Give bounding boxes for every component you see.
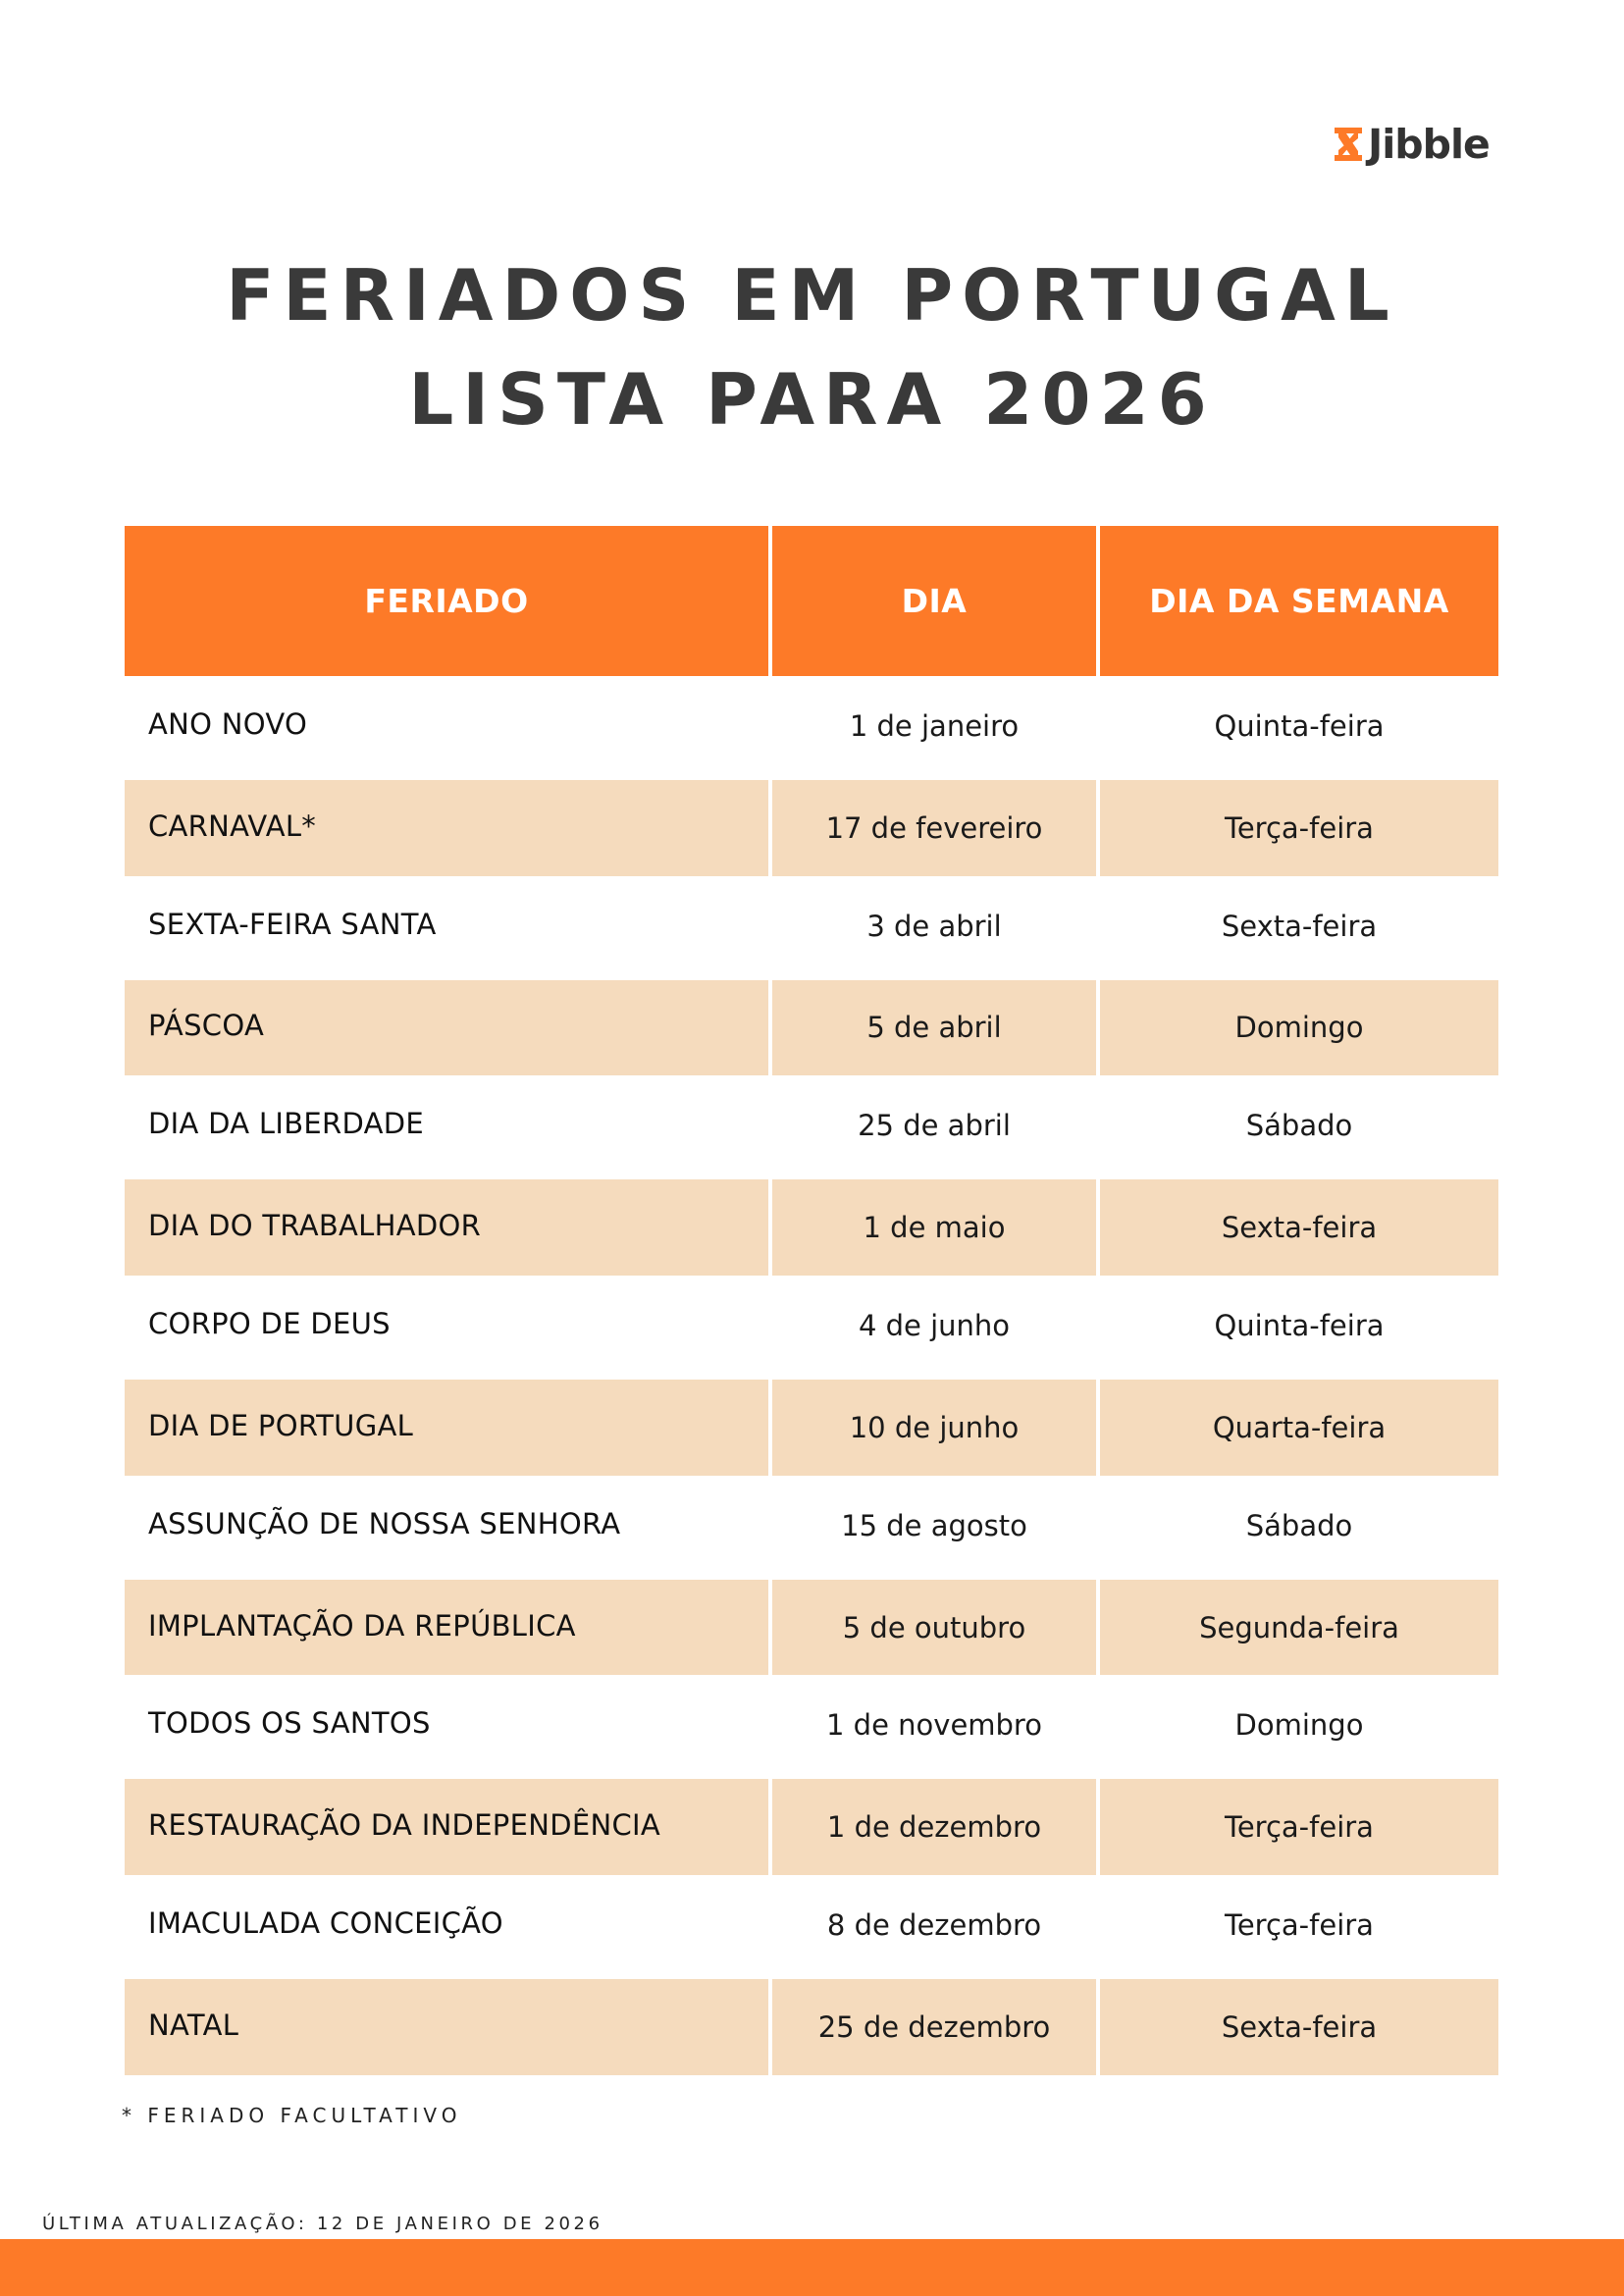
title-line-2: LISTA PARA 2026	[408, 358, 1216, 441]
holiday-name: PÁSCOA	[125, 980, 768, 1076]
holiday-date: 5 de outubro	[772, 1580, 1096, 1676]
holiday-weekday: Quarta-feira	[1100, 1380, 1498, 1476]
holiday-name: IMACULADA CONCEIÇÃO	[148, 1906, 503, 1941]
holiday-weekday: Quinta-feira	[1214, 1308, 1385, 1342]
holiday-date: 8 de dezembro	[826, 1908, 1042, 1943]
holiday-weekday: Sábado	[1245, 1109, 1353, 1143]
holiday-name: ANO NOVO	[148, 706, 308, 741]
optional-holiday-footnote: * FERIADO FACULTATIVO	[122, 2104, 462, 2127]
holiday-name: IMPLANTAÇÃO DA REPÚBLICA	[125, 1580, 768, 1676]
holiday-weekday: Sexta-feira	[1100, 1979, 1498, 2075]
holiday-name: DIA DA LIBERDADE	[148, 1107, 425, 1141]
holiday-date: 1 de dezembro	[772, 1779, 1096, 1875]
table-row	[125, 876, 1498, 976]
holiday-date: 17 de fevereiro	[772, 780, 1096, 876]
holiday-weekday: Domingo	[1234, 1708, 1364, 1743]
holiday-date: 15 de agosto	[841, 1508, 1027, 1542]
holiday-weekday: Quinta-feira	[1214, 708, 1385, 743]
brand-name: Jibble	[1368, 121, 1490, 168]
holiday-date: 10 de junho	[772, 1380, 1096, 1476]
holiday-date: 25 de abril	[858, 1109, 1011, 1143]
holiday-date: 4 de junho	[858, 1308, 1011, 1342]
holiday-date: 1 de maio	[772, 1179, 1096, 1276]
table-row	[125, 1376, 1498, 1476]
holiday-name: DIA DO TRABALHADOR	[125, 1179, 768, 1276]
table-row	[125, 1175, 1498, 1276]
page-title	[0, 243, 1624, 451]
header-holiday: FERIADO	[125, 526, 768, 676]
table-row	[125, 676, 1498, 776]
holiday-date: 5 de abril	[772, 980, 1096, 1076]
table-row	[125, 776, 1498, 876]
table-row	[125, 1075, 1498, 1175]
holiday-weekday: Terça-feira	[1225, 1908, 1374, 1943]
hourglass-icon	[1333, 127, 1364, 162]
table-row	[125, 1775, 1498, 1875]
last-updated-text: ÚLTIMA ATUALIZAÇÃO: 12 DE JANEIRO DE 2026	[42, 2214, 603, 2234]
header-weekday: DIA DA SEMANA	[1100, 526, 1498, 676]
holiday-date: 1 de janeiro	[849, 708, 1020, 743]
holiday-name: SEXTA-FEIRA SANTA	[148, 907, 437, 941]
holiday-name: NATAL	[125, 1979, 768, 2075]
holiday-weekday: Terça-feira	[1100, 780, 1498, 876]
holiday-weekday: Domingo	[1100, 980, 1498, 1076]
table-row	[125, 1675, 1498, 1775]
holiday-name: CORPO DE DEUS	[148, 1306, 391, 1340]
holiday-name: DIA DE PORTUGAL	[125, 1380, 768, 1476]
holiday-weekday: Sábado	[1245, 1508, 1353, 1542]
title-line-1: FERIADOS EM PORTUGAL	[226, 254, 1398, 337]
table-header	[125, 526, 1498, 676]
holiday-weekday: Terça-feira	[1100, 1779, 1498, 1875]
jibble-logo	[1333, 122, 1490, 167]
table-row	[125, 1875, 1498, 1975]
holiday-name: CARNAVAL*	[125, 780, 768, 876]
holiday-weekday: Segunda-feira	[1100, 1580, 1498, 1676]
holidays-table	[125, 526, 1498, 2075]
holiday-weekday: Sexta-feira	[1221, 909, 1378, 943]
table-row	[125, 1975, 1498, 2075]
table-row	[125, 1476, 1498, 1576]
table-row	[125, 1576, 1498, 1676]
holiday-name: ASSUNÇÃO DE NOSSA SENHORA	[148, 1506, 621, 1540]
holiday-date: 3 de abril	[866, 909, 1002, 943]
table-row	[125, 976, 1498, 1076]
table-row	[125, 1276, 1498, 1376]
holiday-weekday: Sexta-feira	[1100, 1179, 1498, 1276]
holiday-date: 1 de novembro	[826, 1708, 1042, 1743]
holiday-name: RESTAURAÇÃO DA INDEPENDÊNCIA	[125, 1779, 768, 1875]
header-day: DIA	[772, 526, 1096, 676]
holiday-date: 25 de dezembro	[772, 1979, 1096, 2075]
footer-bar	[0, 2239, 1624, 2296]
holiday-name: TODOS OS SANTOS	[148, 1706, 431, 1741]
